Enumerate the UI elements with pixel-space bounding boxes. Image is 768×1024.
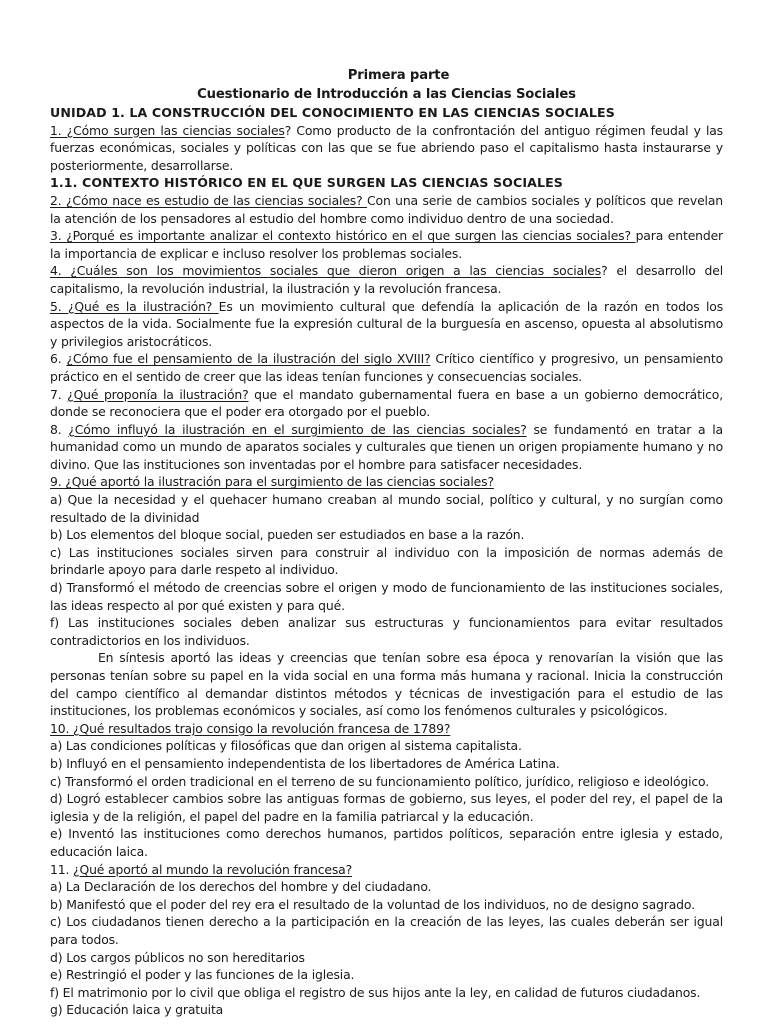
answer-6-text: Crítico científico y progresivo, un pensamiento práctico en el sentido de creer que las ideas tenían funciones y consecuencias sociales.	[50, 351, 723, 384]
answer-7-text: que el mandato gubernamental fuera en base a un gobierno democrático, donde se reconociera que el poder era otorgado por el pueblo.	[50, 386, 723, 420]
question-11-text: ¿Qué aportó al mundo la revolución francesa?	[73, 861, 353, 877]
question-10-text: 10. ¿Qué resultados trajo consigo la revolución francesa de 1789?	[50, 720, 451, 736]
answer-5-text: Es un movimiento cultural que defendía la aplicación de la razón en todos los aspectos de la vida. Socialmente fue la expresión cultural de la burguesía en ascenso, opuesta al absolutismo y privilegios aristocráticos.	[50, 298, 724, 349]
question-7-text: ¿Qué proponía la ilustración?	[67, 386, 249, 402]
question-5	[50, 298, 723, 351]
answer-8-text: se fundamentó en tratar a la humanidad como un mundo de aparatos sociales y culturales que tienen un origen propiamente humano y no divino. Que las instituciones son inventadas por el hombre para satisfacer necesidades.	[50, 421, 723, 472]
list-item: f) El matrimonio por lo civil que obliga el registro de sus hijos ante la ley, en calidad de futuros ciudadanos.	[50, 984, 701, 1000]
question-2	[50, 192, 723, 227]
list-item: e) Restringió el poder y las funciones de la iglesia.	[50, 967, 355, 983]
question-9	[50, 473, 723, 491]
question-11	[50, 861, 723, 879]
question-9-text: 9. ¿Qué aportó la ilustración para el surgimiento de las ciencias sociales?	[50, 474, 494, 490]
section-heading: 1.1. CONTEXTO HISTÓRICO EN EL QUE SURGEN LAS CIENCIAS SOCIALES	[50, 175, 563, 191]
question-11-number: 11.	[50, 861, 74, 877]
list-item: b) Los elementos del bloque social, pueden ser estudiados en base a la razón.	[50, 527, 525, 543]
list-item: c) Transformó el orden tradicional en el terreno de su funcionamiento político, jurídico, religioso e ideológico.	[50, 773, 710, 789]
question-5-text: 5. ¿Qué es la ilustración?	[50, 298, 219, 314]
question-6	[50, 350, 723, 385]
question-7-number: 7.	[50, 386, 68, 402]
unit-heading: UNIDAD 1. LA CONSTRUCCIÓN DEL CONOCIMIENTO EN LAS CIENCIAS SOCIALES	[50, 105, 615, 120]
question-8	[50, 421, 723, 474]
question-6-number: 6.	[50, 351, 67, 367]
list-item: f) Las instituciones sociales deben analizar sus estructuras y funcionamientos para evitar resultados contradictorios en los individuos.	[50, 615, 723, 648]
list-item: g) Educación laica y gratuita	[50, 1002, 224, 1018]
summary-paragraph: En síntesis aportó las ideas y creencias que tenían sobre esa época y renovarían la visión que las personas tenían sobre su papel en la vida social en una forma más humana y racional. Inicia la construcción del campo científico al demandar distintos métodos y técnicas de investigación para el estudio de las instituciones, los problemas económicos y sociales, así como los fenómenos culturales y psicológicos.	[50, 650, 723, 719]
question-1-text: 1. ¿Cómo surgen las ciencias sociales	[50, 122, 285, 138]
list-item: e) Inventó las instituciones como derechos humanos, partidos políticos, separación entre iglesia y estado, educación laica.	[50, 826, 723, 859]
answer-2-text: Con una serie de cambios sociales y políticos que revelan la atención de los pensadores al estudio del hombre como individuo dentro de una sociedad.	[50, 192, 723, 226]
list-item: b) Manifestó que el poder del rey era el resultado de la voluntad de los individuos, no de designo sagrado.	[50, 896, 695, 912]
list-item: c) Los ciudadanos tienen derecho a la participación en la creación de las leyes, las cuales deberán ser igual para todos.	[50, 914, 723, 947]
question-7	[50, 386, 723, 421]
question-3-text: 3. ¿Porqué es importante analizar el contexto histórico en el que surgen las ciencias sociales?	[50, 228, 636, 244]
list-item: d) Los cargos públicos no son hereditarios	[50, 949, 305, 965]
question-8-text: ¿Cómo influyó la ilustración en el surgimiento de las ciencias sociales?	[68, 421, 527, 437]
question-4	[50, 262, 723, 297]
list-item: a) Las condiciones políticas y filosóficas que dan origen al sistema capitalista.	[50, 738, 522, 754]
list-item: a) Que la necesidad y el quehacer humano creaban al mundo social, político y cultural, y no surgían como resultado de la divinidad	[50, 492, 723, 525]
list-item: d) Logró establecer cambios sobre las antiguas formas de gobierno, sus leyes, el poder del rey, el papel de la iglesia y de la religión, el papel del padre en la familia patriarcal y la educación.	[50, 791, 723, 824]
list-item: d) Transformó el método de creencias sobre el origen y modo de funcionamiento de las instituciones sociales, las ideas respecto al por qué existen y para qué.	[50, 580, 723, 613]
answer-3-text: para entender la importancia de explicar e incluso resolver los problemas sociales.	[50, 228, 724, 261]
page-title: Primera parte	[347, 68, 450, 83]
page-subtitle: Cuestionario de Introducción a las Ciencias Sociales	[197, 87, 576, 102]
question-3	[50, 227, 723, 262]
answer-4-text: ? el desarrollo del capitalismo, la revolución industrial, la ilustración y la revolución francesa.	[50, 263, 723, 296]
list-item: c) Las instituciones sociales sirven para construir al individuo con la imposición de normas además de brindarle apoyo para darle respeto al individuo.	[50, 544, 723, 578]
answer-1-text: ? Como producto de la confrontación del antiguo régimen feudal y las fuerzas económicas, sociales y políticas con las que se fue abriendo paso el capitalismo hasta instaurarse y posteriormente, desarrollarse.	[50, 122, 723, 173]
question-6-text: ¿Cómo fue el pensamiento de la ilustración del siglo XVIII?	[66, 351, 431, 367]
question-2-text: 2. ¿Cómo nace es estudio de las ciencias sociales?	[50, 192, 368, 208]
document-body	[50, 66, 723, 1019]
question-8-number: 8.	[50, 421, 69, 437]
question-1	[50, 122, 723, 175]
question-10	[50, 720, 723, 738]
question-4-text: 4. ¿Cuáles son los movimientos sociales que dieron origen a las ciencias sociales	[50, 263, 602, 279]
list-item: a) La Declaración de los derechos del hombre y del ciudadano.	[50, 879, 432, 895]
list-item: b) Influyó en el pensamiento independentista de los libertadores de América Latina.	[50, 755, 560, 771]
